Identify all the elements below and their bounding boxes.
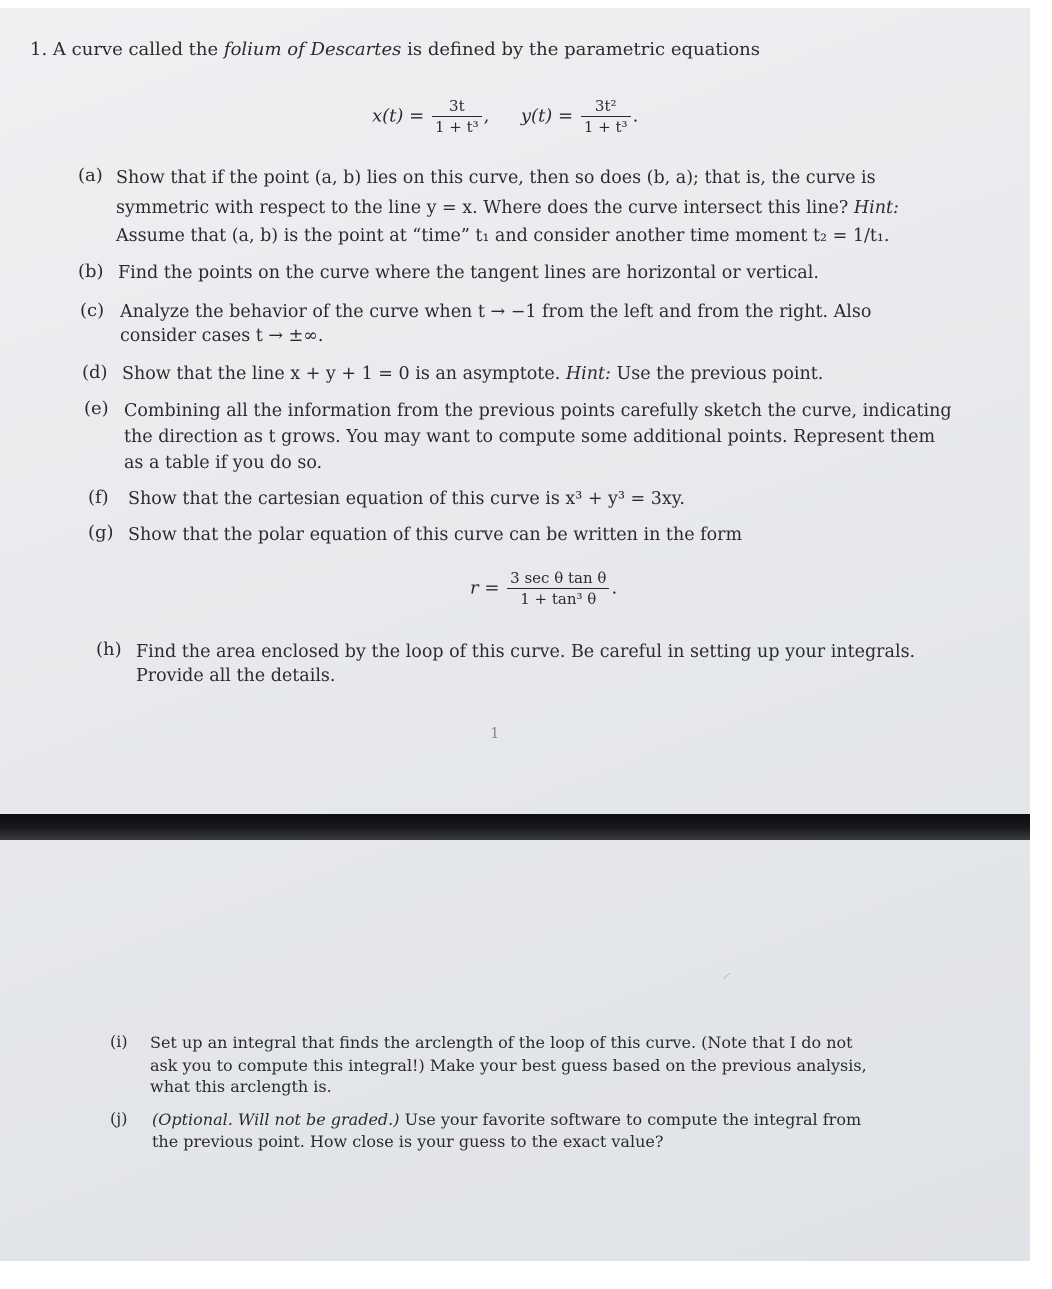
part-i-label: (i) xyxy=(110,1032,128,1051)
y-equation-lhs: y(t) = xyxy=(520,105,574,127)
x-fraction: $\frac{3t}{\text{1 + t³}}$ xyxy=(432,96,482,137)
parametric-equations: x(t) = $\frac{3t}{\text{1 + t³}}$ , y(t) = $\frac{\text{3t²}}{\text{1 + t³}}$ . xyxy=(372,97,639,136)
polar-equation: r = $\frac{\text{3 sec θ tan θ}}{\text{1 + tan³ θ}}$ . xyxy=(470,569,618,608)
part-b-line1: Find the points on the curve where the tangent lines are horizontal or vertical. xyxy=(118,263,819,283)
problem-number: 1. xyxy=(30,39,48,60)
part-c-line2: consider cases t → ±∞. xyxy=(120,326,324,346)
hint-label: Hint: xyxy=(853,198,899,218)
part-j-line1: (Optional. Will not be graded.) Use your favorite software to compute the integral from xyxy=(152,1110,862,1129)
part-e-line1: Combining all the information from the previous points carefully sketch the curve, indicating xyxy=(124,401,952,421)
part-h-line1: Find the area enclosed by the loop of this curve. Be careful in setting up your integrals. xyxy=(136,642,916,662)
part-a-line2: symmetric with respect to the line y = x. Where does the curve intersect this line? Hint: xyxy=(116,198,899,218)
part-h-label: (h) xyxy=(96,639,122,660)
part-e-line2: the direction as t grows. You may want to compute some additional points. Represent them xyxy=(124,427,936,447)
part-a-line1: Show that if the point (a, b) lies on this curve, then so does (b, a); that is, the curve is xyxy=(116,168,876,188)
part-d-line1: Show that the line x + y + 1 = 0 is an asymptote. Hint: Use the previous point. xyxy=(122,364,824,384)
x-equation-lhs: x(t) = xyxy=(372,105,425,127)
page-divider xyxy=(0,814,1030,840)
part-f-label: (f) xyxy=(88,487,109,508)
stray-mark: ⸝ xyxy=(722,962,731,983)
part-i-line3: what this arclength is. xyxy=(150,1077,332,1096)
polar-fraction: $\frac{\text{3 sec θ tan θ}}{\text{1 + tan³ θ}}$ xyxy=(507,568,609,609)
part-j-line2: the previous point. How close is your guess to the exact value? xyxy=(152,1132,664,1151)
part-b-label: (b) xyxy=(78,261,104,282)
part-c-line1: Analyze the behavior of the curve when t → −1 from the left and from the right. Also xyxy=(120,302,872,322)
part-i-line1: Set up an integral that finds the arclength of the loop of this curve. (Note that I do not xyxy=(150,1033,853,1052)
part-a-line3: Assume that (a, b) is the point at “time” t₁ and consider another time moment t₂ = 1/t₁. xyxy=(116,226,890,246)
part-a-label: (a) xyxy=(78,165,103,186)
part-i-line2: ask you to compute this integral!) Make your best guess based on the previous analysis, xyxy=(150,1056,867,1075)
part-h-line2: Provide all the details. xyxy=(136,666,336,686)
part-e-line3: as a table if you do so. xyxy=(124,453,323,473)
part-f-line1: Show that the cartesian equation of this curve is x³ + y³ = 3xy. xyxy=(128,489,685,509)
part-g-line1: Show that the polar equation of this curve can be written in the form xyxy=(128,525,743,545)
curve-name: folium of Descartes xyxy=(223,39,402,60)
page-number: 1 xyxy=(490,724,500,742)
y-fraction: $\frac{\text{3t²}}{\text{1 + t³}}$ xyxy=(581,96,631,137)
part-d-label: (d) xyxy=(82,362,108,383)
part-c-label: (c) xyxy=(80,300,105,321)
problem-intro: 1. A curve called the folium of Descartes is defined by the parametric equations xyxy=(30,39,760,60)
part-e-label: (e) xyxy=(84,398,109,419)
part-j-label: (j) xyxy=(110,1109,128,1128)
part-g-label: (g) xyxy=(88,522,114,543)
